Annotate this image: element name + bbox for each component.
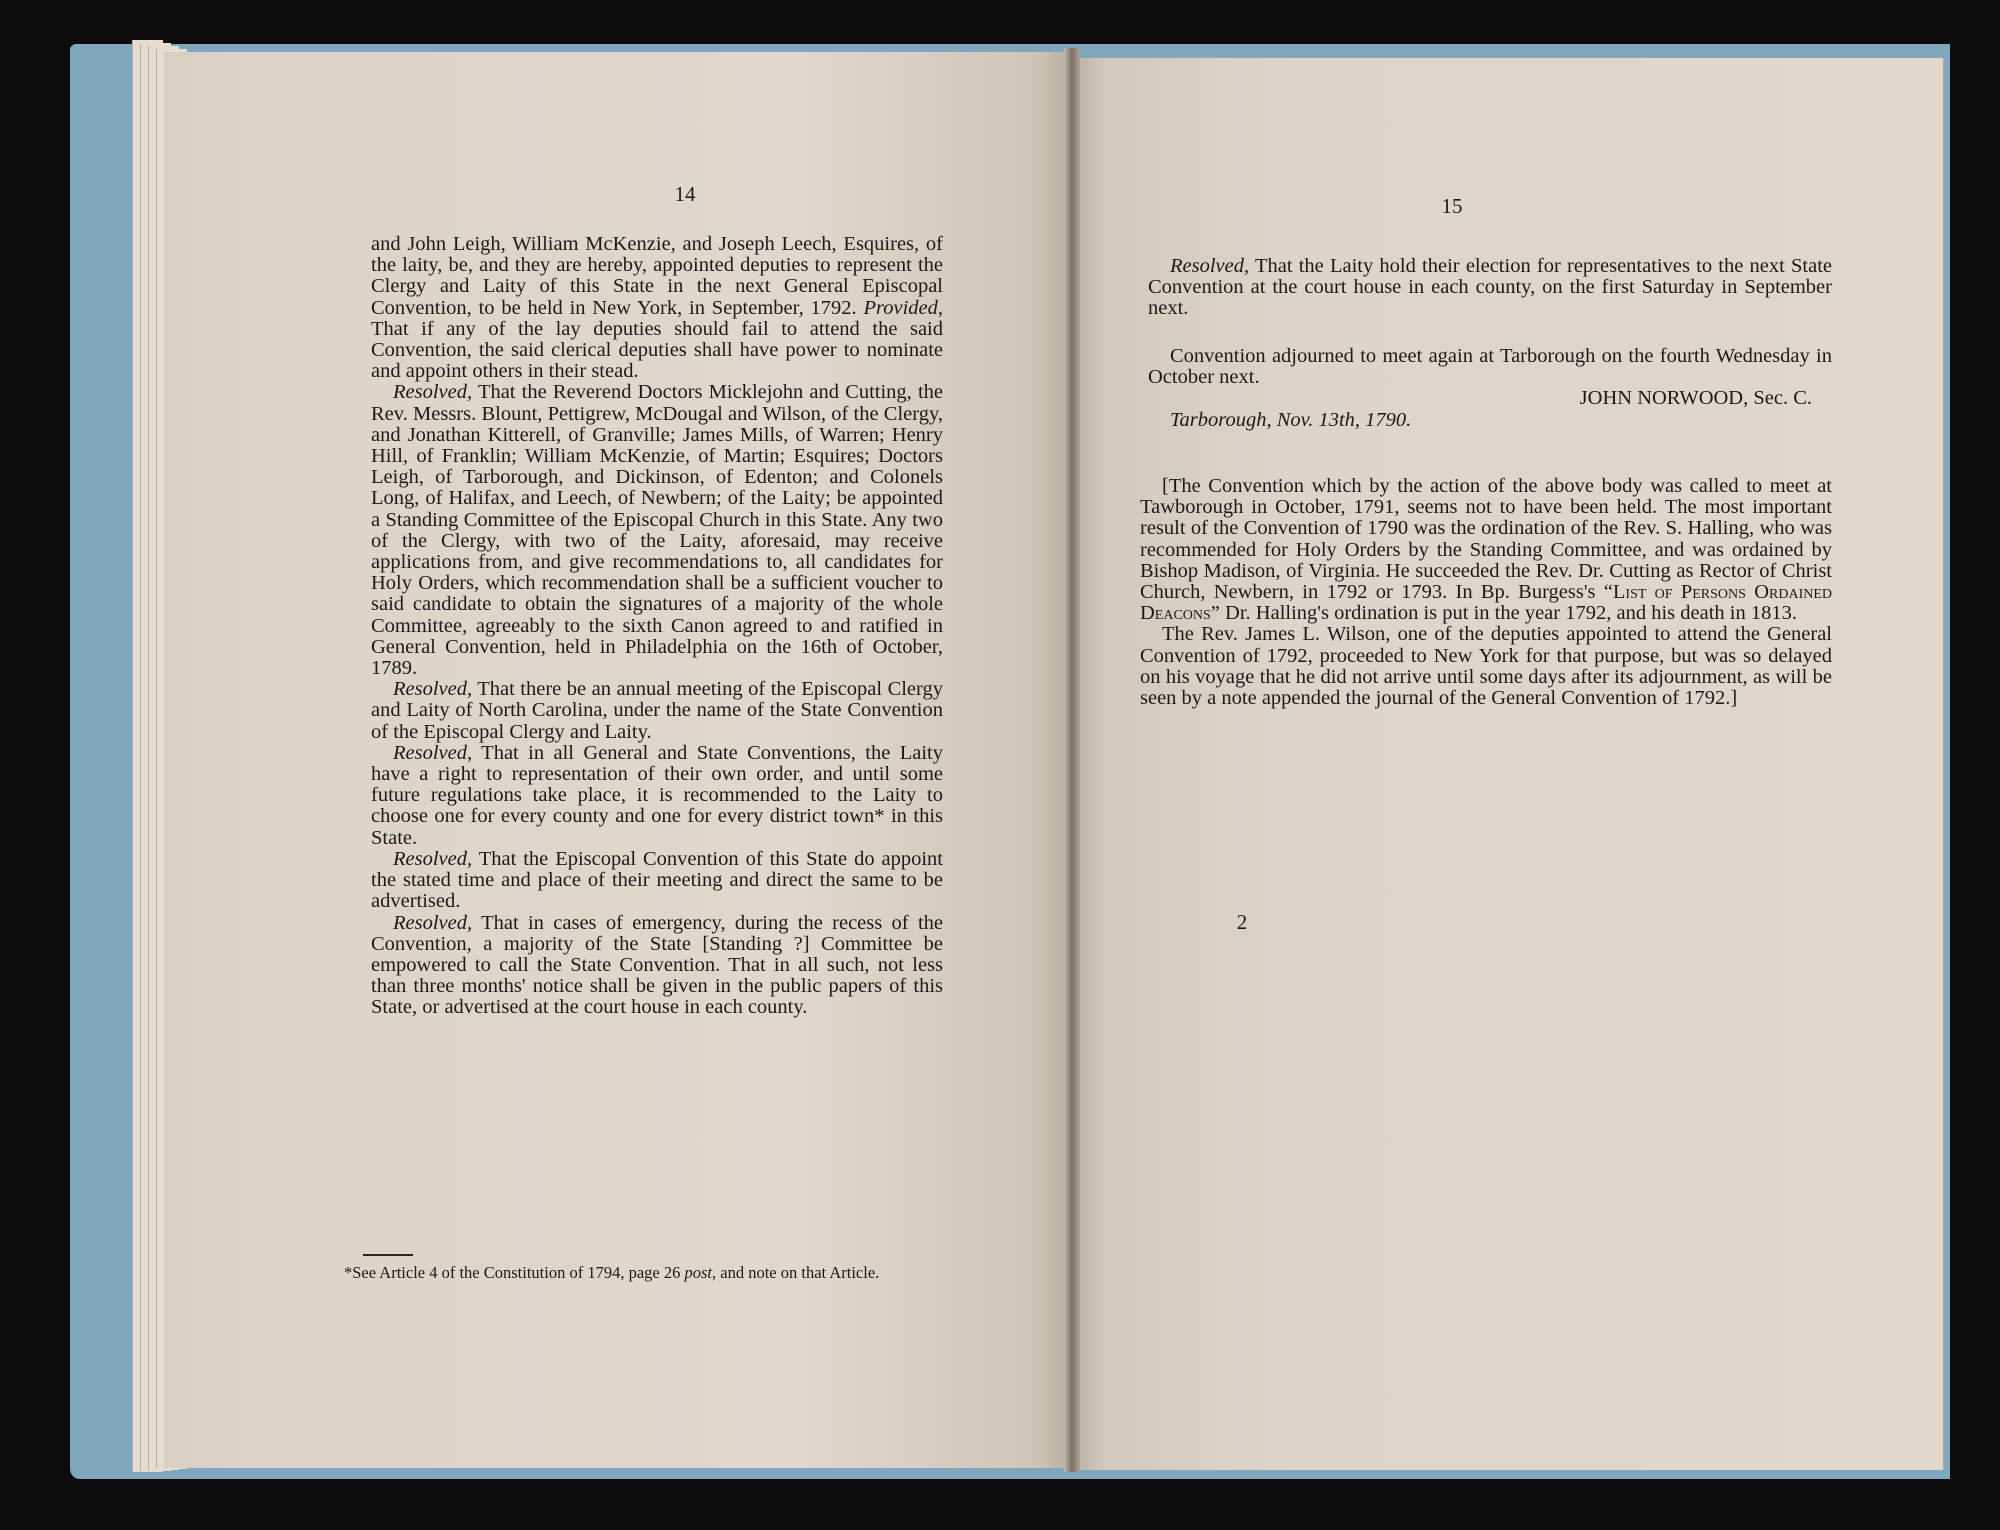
page-number-right: 15: [1441, 194, 1463, 218]
left-body-text: [371, 234, 943, 1019]
note-paragraph-2: The Rev. James L. Wilson, one of the deputies appointed to attend the General Convention of 1792, proceeded to New York for that purpose, but was so delayed on his voyage that he did not arrive until some days after its adjournment, as will be seen by a note appended the journal of the General Convention of 1792.]: [1140, 623, 1832, 710]
adjournment-block: Convention adjourned to meet again at Tarborough on the fourth Wednesday in October next. JOHN NORWOOD, Sec. C. Tarborough, Nov. 13th, 1790.: [1148, 345, 1832, 431]
left-page: [164, 52, 1072, 1468]
paragraph-meeting-time: Resolved, That the Episcopal Convention of this State do appoint the stated time and place of their meeting and direct the same to be advertised.: [371, 847, 943, 913]
resolved-paragraph: Resolved, That the Laity hold their election for representatives to the next State Convention at the court house in each county, on the first Saturday in September next.: [1148, 255, 1832, 320]
right-page: [1072, 58, 1944, 1470]
paragraph-annual-meeting: Resolved, That there be an annual meeting of the Episcopal Clergy and Laity of North Carolina, under the name of the State Convention of the Episcopal Clergy and Laity.: [371, 678, 943, 743]
gutter: [1064, 48, 1080, 1472]
footnote-rule: [363, 1254, 413, 1256]
paragraph-standing-committee: Resolved, That the Reverend Doctors Micklejohn and Cutting, the Rev. Messrs. Blount, Pettigrew, McDougal and Wilson, of the Clergy, and Jonathan Kitterell, of Granville; James Mills, of Warren; Henry Hill, of Franklin; William McKenzie, of Martin; Esquires; Doctors Leigh, of Tarborough, and Dickinson, of Edenton; and Colonels Long, of Halifax, and Leech, of Newbern; of the Laity; be appointed a Standing Committee of the Episcopal Church in this State. Any two of the Clergy, with two of the Laity, aforesaid, may receive applications from, and give recommendations to, all candidates for Holy Orders, which recommendation shall be a sufficient voucher to said candidate to obtain the signatures of a majority of the whole Committee, agreeably to the sixth Canon agreed to and ratified in General Convention, held in Philadelphia on the 16th of October, 1789.: [371, 381, 943, 680]
paragraph-emergency: Resolved, That in cases of emergency, during the recess of the Convention, a majority of the State [Standing ?] Committee be empowered to call the State Convention. That in all such, not less than three months' notice shall be given in the public papers of this State, or advertised at the court house in each county.: [371, 911, 943, 1019]
note-paragraph-1: [The Convention which by the action of the above body was called to meet at Tawborough in October, 1791, seems not to have been held. The most important result of the Convention of 1790 was the ordination of the Rev. S. Halling, who was recommended for Holy Orders by the Standing Committee, and was ordained by Bishop Madison, of Virginia. He succeeded the Rev. Dr. Cutting as Rector of Christ Church, Newbern, in 1792 or 1793. In Bp. Burgess's “List of Persons Ordained Deacons” Dr. Halling's ordination is put in the year 1792, and his death in 1813.: [1140, 475, 1833, 625]
paragraph-deputies: and John Leigh, William McKenzie, and Joseph Leech, Esquires, of the laity, be, and they are hereby, appointed deputies to represent the Clergy and Laity of this State in the next General Episcopal Convention, to be held in New York, in September, 1792. Provided, That if any of the lay deputies should fail to attend the said Convention, the said clerical deputies shall have power to nominate and appoint others in their stead.: [371, 233, 943, 383]
footnote: *See Article 4 of the Constitution of 1794, page 26 post, and note on that Article.: [344, 1263, 880, 1282]
editorial-note: [1140, 476, 1832, 709]
page-number-left: 14: [674, 182, 696, 206]
signature: JOHN NORWOOD, Sec. C.: [1579, 387, 1812, 410]
dateline: Tarborough, Nov. 13th, 1790.: [1170, 408, 1412, 431]
paragraph-laity-representation: Resolved, That in all General and State Conventions, the Laity have a right to representation of their own order, and until some future regulations take place, it is recommended to the Laity to choose one for every county and one for every district town* in this State.: [371, 741, 943, 849]
signature-mark: 2: [1236, 910, 1248, 934]
